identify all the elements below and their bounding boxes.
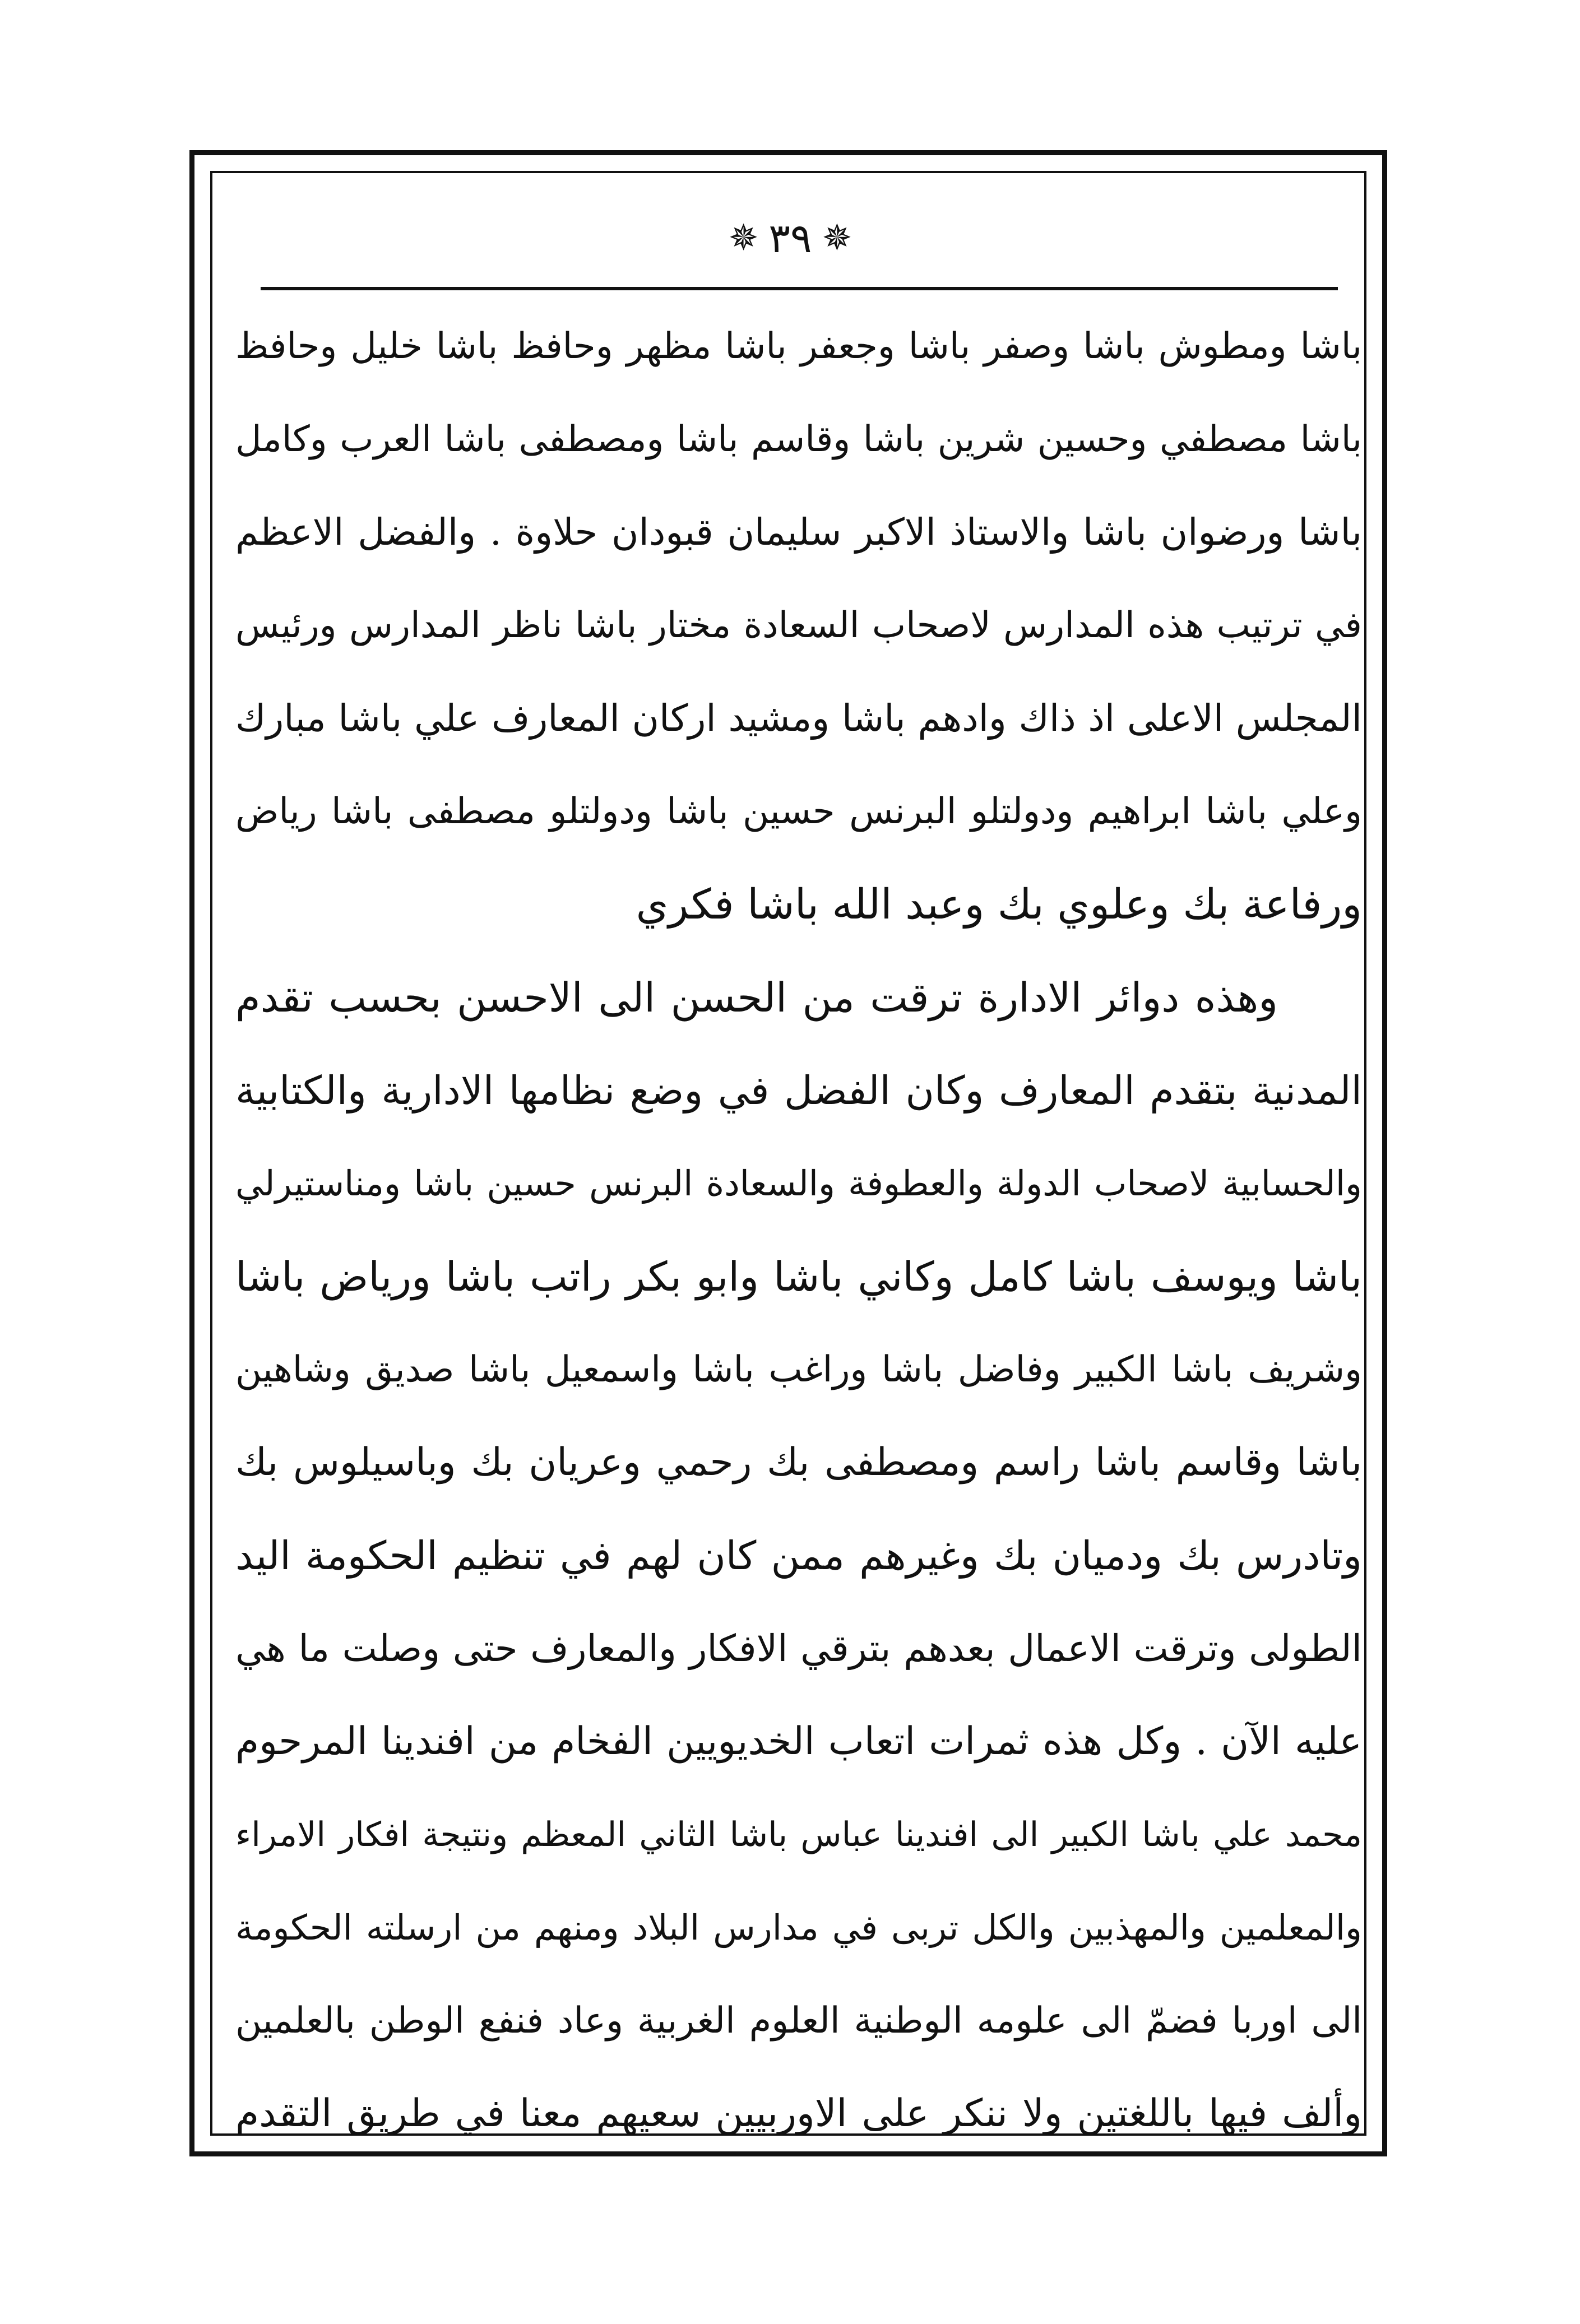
text-line: وتادرس بك ودميان بك وغيرهم ممن كان لهم في تنظيم الحكومة اليد	[235, 1533, 1362, 1579]
ornament-icon: ✵	[728, 217, 759, 259]
text-line: باشا مصطفي وحسين شرين باشا وقاسم باشا ومصطفى باشا العرب وكامل	[235, 419, 1363, 460]
text-line: باشا وقاسم باشا راسم ومصطفى بك رحمي وعريان بك وباسيلوس بك	[235, 1440, 1362, 1485]
text-line: محمد علي باشا الكبير الى افندينا عباس باشا الثاني المعظم ونتيجة افكار الامراء	[235, 1815, 1362, 1854]
text-line: وهذه دوائر الادارة ترقت من الحسن الى الاحسن بحسب تقدم	[235, 974, 1278, 1021]
text-line: المجلس الاعلى اذ ذاك وادهم باشا ومشيد اركان المعارف علي باشا مبارك	[235, 697, 1362, 740]
text-line: وألف فيها باللغتين ولا ننكر على الاوربيين سعيهم معنا في طريق التقدم	[235, 2091, 1362, 2136]
text-line: باشا ومطوش باشا وصفر باشا وجعفر باشا مظهر وحافظ باشا خليل وحافظ	[235, 326, 1363, 367]
text-line: باشا ورضوان باشا والاستاذ الاكبر سليمان قبودان حلاوة . والفضل الاعظم	[235, 511, 1362, 554]
text-line: في ترتيب هذه المدارس لاصحاب السعادة مختار باشا ناظر المدارس ورئيس	[235, 605, 1362, 646]
page-header	[235, 199, 1345, 277]
ornament-icon: ✵	[822, 217, 852, 259]
text-line: ورفاعة بك وعلوي بك وعبد الله باشا فكري	[636, 880, 1362, 929]
header-rule	[261, 287, 1338, 290]
text-line: والمعلمين والمهذبين والكل تربى في مدارس البلاد ومنهم من ارسلته الحكومة	[235, 1907, 1362, 1948]
text-line: الى اوربا فضمّ الى علومه الوطنية العلوم الغربية وعاد فنفع الوطن بالعلمين	[235, 2000, 1362, 2042]
text-line: المدنية بتقدم المعارف وكان الفضل في وضع نظامها الادارية والكتابية	[235, 1068, 1362, 1114]
page-number: ٣٩	[768, 215, 812, 262]
page-body	[235, 300, 1363, 2136]
text-line: والحسابية لاصحاب الدولة والعطوفة والسعادة البرنس حسين باشا ومناستيرلي	[235, 1163, 1362, 1204]
text-line: الطولى وترقت الاعمال بعدهم بترقي الافكار والمعارف حتى وصلت ما هي	[235, 1627, 1362, 1670]
text-line: وعلي باشا ابراهيم ودولتلو البرنس حسين باشا ودولتلو مصطفى باشا رياض	[235, 791, 1362, 832]
text-line: وشريف باشا الكبير وفاضل باشا وراغب باشا واسمعيل باشا صديق وشاهين	[235, 1349, 1362, 1390]
text-line: عليه الآن . وكل هذه ثمرات اتعاب الخديويين الفخام من افندينا المرحوم	[235, 1719, 1362, 1764]
text-line: باشا ويوسف باشا كامل وكاني باشا وابو بكر راتب باشا ورياض باشا	[235, 1253, 1363, 1300]
